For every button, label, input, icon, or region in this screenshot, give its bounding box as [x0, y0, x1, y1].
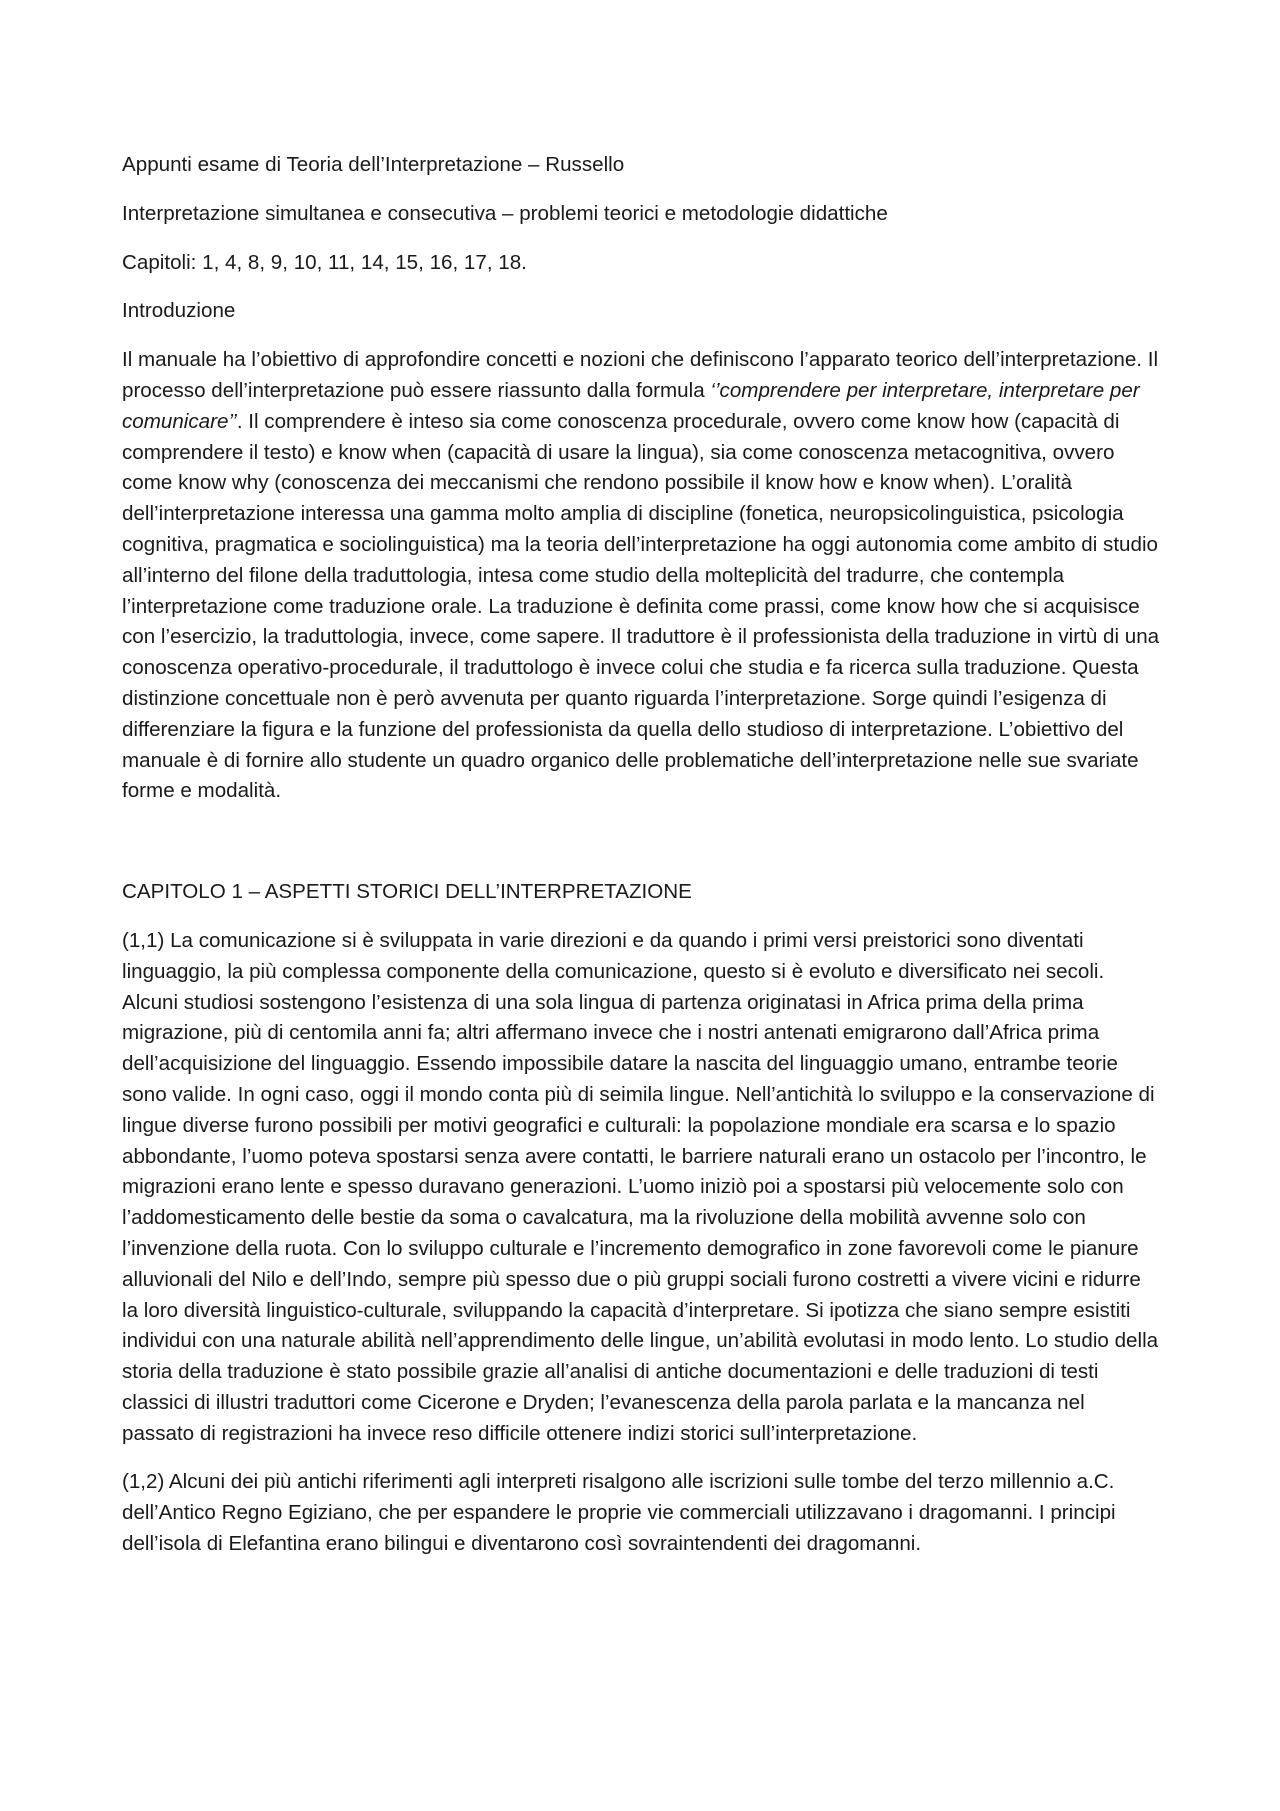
intro-heading: Introduzione	[122, 299, 236, 323]
book-title: Interpretazione simultanea e consecutiva – problemi teorici e metodologie didattiche	[122, 201, 888, 225]
document-page	[122, 150, 1162, 1578]
document-title: Appunti esame di Teoria dell’Interpretazione – Russello	[122, 153, 625, 176]
chapter1-heading: CAPITOLO 1 – ASPETTI STORICI DELL’INTERPRETAZIONE	[122, 880, 692, 904]
intro-paragraph	[122, 345, 1162, 807]
intro-paragraph-part2: . Il comprendere è inteso sia come conoscenza procedurale, ovvero come know how (capacità di comprendere il testo) e know when (capacità di usare la lingua), sia come conoscenza metacognitiva, ovvero come know why (conoscenza dei meccanismi che rendono possibile il know how e know when). L’oralità dell’interpretazione interessa una gamma molto amplia di discipline (fonetica, neuropsicolinguistica, psicologia cognitiva, pragmatica e sociolinguistica) ma la teoria dell’interpretazione ha oggi autonomia come ambito di studio all’interno del filone della traduttologia, intesa come studio della molteplicità del tradurre, che contempla l’interpretazione come traduzione orale. La traduzione è definita come prassi, come know how che si acquisisce con l’esercizio, la traduttologia, invece, come sapere. Il traduttore è il professionista della traduzione in virtù di una conoscenza operativo-procedurale, il traduttologo è invece colui che studia e fa ricerca sulla traduzione. Questa distinzione concettuale non è però avvenuta per quanto riguarda l’interpretazione. Sorge quindi l’esigenza di differenziare la figura e la funzione del professionista da quella dello studioso di interpretazione. L’obiettivo del manuale è di fornire allo studente un quadro organico delle problematiche dell’interpretazione nelle sue svariate forme e modalità.	[122, 409, 1160, 803]
chapter1-paragraph-2: (1,2) Alcuni dei più antichi riferimenti agli interpreti risalgono alle iscrizioni sulle tombe del terzo millennio a.C. dell’Antico Regno Egiziano, che per espandere le proprie vie commerciali utilizzavano i dragomanni. I principi dell’isola di Elefantina erano bilingui e diventarono così sovraintendenti dei dragomanni.	[122, 1470, 1116, 1556]
chapter1-paragraph-1: (1,1) La comunicazione si è sviluppata in varie direzioni e da quando i primi versi preistorici sono diventati linguaggio, la più complessa componente della comunicazione, questo si è evoluto e diversificato nei secoli. Alcuni studiosi sostengono l’esistenza di una sola lingua di partenza originatasi in Africa prima della prima migrazione, più di centomila anni fa; altri affermano invece che i nostri antenati emigrarono dall’Africa prima dell’acquisizione del linguaggio. Essendo impossibile datare la nascita del linguaggio umano, entrambe teorie sono valide. In ogni caso, oggi il mondo conta più di seimila lingue. Nell’antichità lo sviluppo e la conservazione di lingue diverse furono possibili per motivi geografici e culturali: la popolazione mondiale era scarsa e lo spazio abbondante, l’uomo poteva spostarsi senza avere contatti, le barriere naturali erano un ostacolo per l’incontro, le migrazioni erano lente e spesso duravano generazioni. L’uomo iniziò poi a spostarsi più velocemente solo con l’addomesticamento delle bestie da soma o cavalcatura, ma la rivoluzione della mobilità avvenne solo con l’invenzione della ruota. Con lo sviluppo culturale e l’incremento demografico in zone favorevoli come le pianure alluvionali del Nilo e dell’Indo, sempre più spesso due o più gruppi sociali furono costretti a vivere vicini e ridurre la loro diversità linguistico-culturale, sviluppando la capacità d’interpretare. Si ipotizza che siano sempre esistiti individui con una naturale abilità nell’apprendimento delle lingue, un’abilità evolutasi in modo lento. Lo studio della storia della traduzione è stato possibile grazie all’analisi di antiche documentazioni e delle traduzioni di testi classici di illustri traduttori come Cicerone e Dryden; l’evanescenza della parola parlata e la mancanza nel passato di registrazioni ha invece reso difficile ottenere indizi storici sull’interpretazione.	[122, 928, 1159, 1445]
section-spacer	[122, 825, 1162, 877]
intro-paragraph-quote: ‘’comprendere per interpretare, interpretare per comunicare’’	[122, 378, 1140, 433]
intro-paragraph-part1: Il manuale ha l’obiettivo di approfondire concetti e nozioni che definiscono l’apparato teorico dell’interpretazione. Il processo dell’interpretazione può essere riassunto dalla formula	[122, 348, 1159, 402]
chapters-list: Capitoli: 1, 4, 8, 9, 10, 11, 14, 15, 16, 17, 18.	[122, 250, 527, 274]
